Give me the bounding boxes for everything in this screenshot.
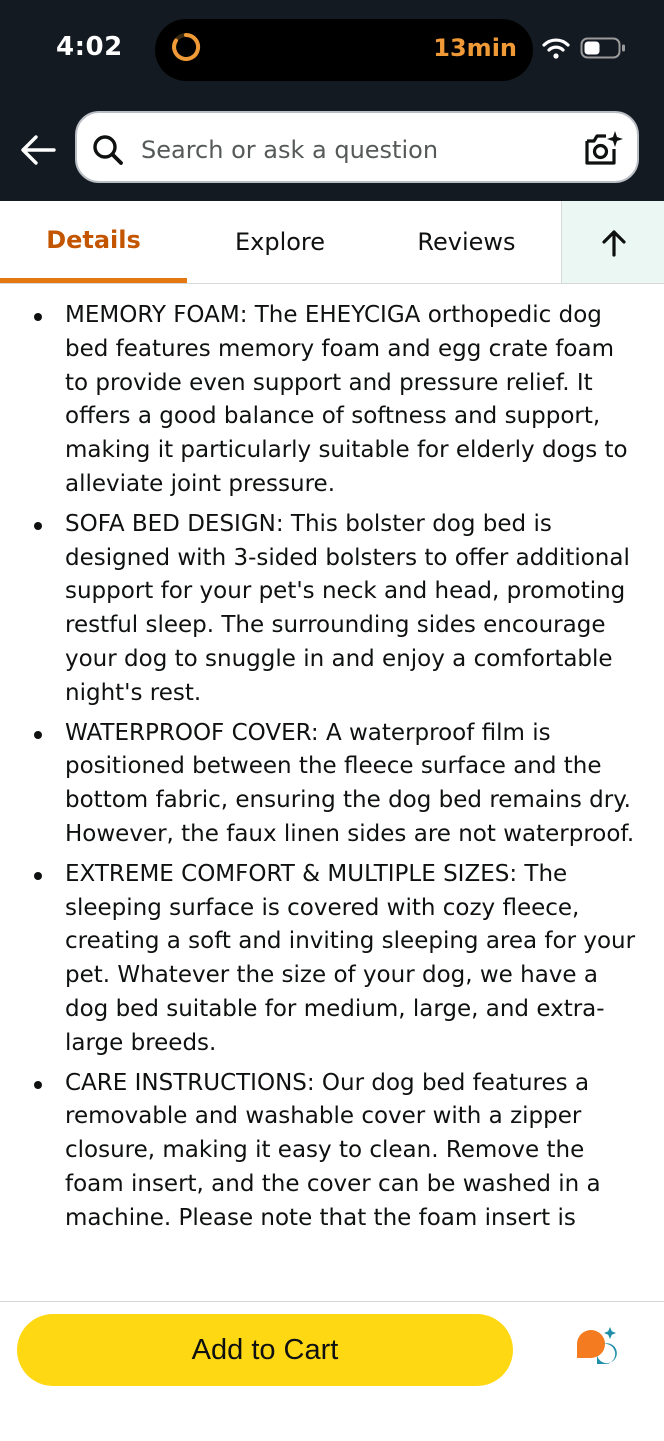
search-bar[interactable] xyxy=(75,111,639,183)
dynamic-island xyxy=(155,19,533,81)
app-header xyxy=(0,0,664,201)
ai-assistant-icon[interactable] xyxy=(573,1326,621,1366)
add-to-cart-button[interactable]: Add to Cart xyxy=(17,1314,513,1386)
tab-details[interactable]: Details xyxy=(0,201,187,283)
camera-lens-icon[interactable] xyxy=(583,129,623,169)
product-tabs xyxy=(0,201,664,284)
feature-bullet: SOFA BED DESIGN: This bolster dog bed is designed with 3-sided bolsters to offer additional support for your pet's neck and head, promoting restful sleep. The surrounding sides encourage your dog to snuggle in and enjoy a comfortable night's rest. xyxy=(0,508,644,711)
scroll-to-top-button[interactable] xyxy=(561,201,664,283)
timer-text: 13min xyxy=(433,34,517,62)
wifi-icon xyxy=(542,36,570,60)
feature-bullet-list xyxy=(0,283,664,1236)
arrow-up-icon xyxy=(600,229,628,257)
status-time: 4:02 xyxy=(56,32,123,62)
feature-bullet: MEMORY FOAM: The EHEYCIGA orthopedic dog bed features memory foam and egg crate foam to provide even support and pressure relief. It offers a good balance of softness and support, making it particularly suitable for elderly dogs to alleviate joint pressure. xyxy=(0,299,644,502)
bottom-action-bar xyxy=(0,1301,664,1441)
search-input[interactable] xyxy=(139,127,573,173)
tab-explore[interactable]: Explore xyxy=(234,228,326,256)
timer-ring-icon xyxy=(171,32,201,62)
back-arrow-icon[interactable] xyxy=(18,132,58,168)
search-icon xyxy=(91,133,125,167)
tab-reviews[interactable]: Reviews xyxy=(417,228,516,256)
feature-bullet: WATERPROOF COVER: A waterproof film is positioned between the fleece surface and the bottom fabric, ensuring the dog bed remains dry. However, the faux linen sides are not waterproof. xyxy=(0,717,644,852)
battery-icon xyxy=(580,36,626,60)
product-details xyxy=(0,283,664,1301)
feature-bullet: CARE INSTRUCTIONS: Our dog bed features a removable and washable cover with a zipper closure, making it easy to clean. Remove the foam insert, and the cover can be washed in a machine. Please note that the foam insert is xyxy=(0,1067,644,1236)
feature-bullet: EXTREME COMFORT & MULTIPLE SIZES: The sleeping surface is covered with cozy fleece, creating a soft and inviting sleeping area for your pet. Whatever the size of your dog, we have a dog bed suitable for medium, large, and extra-large breeds. xyxy=(0,858,644,1061)
